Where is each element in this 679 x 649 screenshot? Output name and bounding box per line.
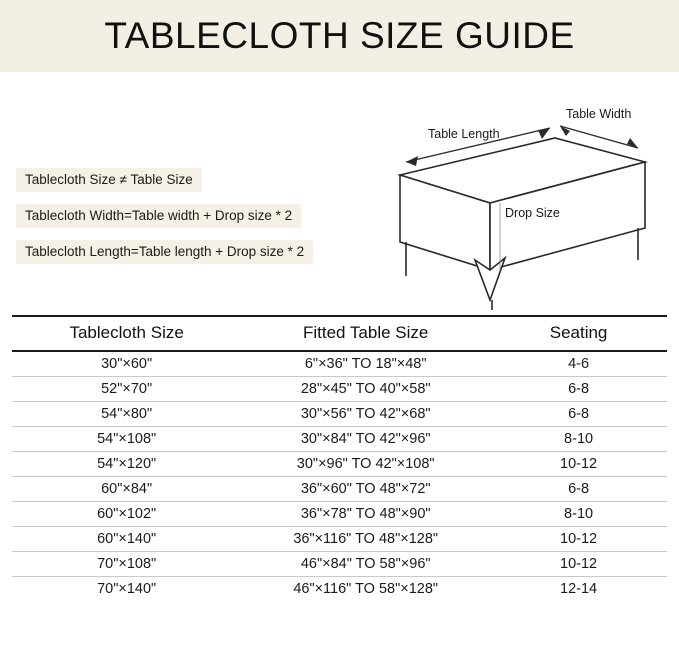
- cell-tablecloth-size: 70"×108": [12, 552, 241, 577]
- table-row: [12, 427, 667, 452]
- cell-fitted-table-size: 46"×116" TO 58"×128": [293, 581, 439, 597]
- cell-tablecloth-size: 60"×140": [12, 527, 241, 552]
- table-row: [12, 402, 667, 427]
- cell-seating: 8-10: [490, 502, 667, 527]
- notes-list: [16, 168, 386, 276]
- note-size-not-equal: Tablecloth Size ≠ Table Size: [16, 168, 202, 192]
- table-header-row: [12, 316, 667, 351]
- cell-fitted-table-size: 30"×84" TO 42"×96": [241, 427, 490, 452]
- column-header-tablecloth-size: Tablecloth Size: [12, 316, 241, 351]
- cell-tablecloth-size: 54"×120": [12, 452, 241, 477]
- cell-tablecloth-size: 30"×60": [12, 351, 241, 377]
- cell-tablecloth-size: 54"×108": [12, 427, 241, 452]
- cell-tablecloth-size: 70"×140": [97, 581, 157, 597]
- cell-seating: 10-12: [490, 527, 667, 552]
- cell-fitted-table-size: 36"×116" TO 48"×128": [241, 527, 490, 552]
- table-header: [12, 316, 667, 351]
- table-row: [12, 502, 667, 527]
- cell-seating: 6-8: [490, 477, 667, 502]
- cell-fitted-table-size: 30"×96" TO 42"×108": [241, 452, 490, 477]
- cell-tablecloth-size: 52"×70": [12, 377, 241, 402]
- cell-tablecloth-size: 60"×84": [12, 477, 241, 502]
- note-line: [16, 168, 386, 204]
- tablecloth-diagram: [370, 100, 670, 310]
- cell-fitted-table-size: 36"×78" TO 48"×90": [241, 502, 490, 527]
- arrow-head-right: [538, 128, 550, 139]
- label-drop-size: Drop Size: [505, 206, 560, 220]
- table-row: [12, 351, 667, 377]
- column-header-seating: Seating: [490, 316, 667, 351]
- cell-seating: 6-8: [490, 402, 667, 427]
- cell-fitted-table-size: 6"×36" TO 18"×48": [241, 351, 490, 377]
- cell-fitted-table-size: 36"×60" TO 48"×72": [241, 477, 490, 502]
- note-line: [16, 240, 386, 276]
- cell-seating: 8-10: [490, 427, 667, 452]
- note-length-formula: Tablecloth Length=Table length + Drop size * 2: [16, 240, 313, 264]
- label-table-width: Table Width: [566, 107, 632, 121]
- cell-fitted-table-size: 30"×56" TO 42"×68": [241, 402, 490, 427]
- table-row: [12, 477, 667, 502]
- cell-tablecloth-size: 60"×102": [12, 502, 241, 527]
- cell-seating: 10-12: [490, 452, 667, 477]
- title-banner: [0, 0, 679, 72]
- cell-fitted-table-size: 46"×84" TO 58"×96": [241, 552, 490, 577]
- table-body: [12, 351, 667, 601]
- table-row: [12, 552, 667, 577]
- label-table-length: Table Length: [428, 127, 500, 141]
- table-row: [12, 377, 667, 402]
- table-row: [12, 577, 667, 602]
- cell-fitted-table-size: 28"×45" TO 40"×58": [241, 377, 490, 402]
- cell-seating: 10-12: [490, 552, 667, 577]
- cell-seating: 4-6: [490, 351, 667, 377]
- table-row: [12, 527, 667, 552]
- cell-seating: 12-14: [560, 581, 598, 597]
- cell-seating: 6-8: [490, 377, 667, 402]
- size-guide-table: [12, 315, 667, 601]
- table-row: [12, 452, 667, 477]
- cell-tablecloth-size: 54"×80": [12, 402, 241, 427]
- column-header-fitted-table-size: Fitted Table Size: [241, 316, 490, 351]
- note-width-formula: Tablecloth Width=Table width + Drop size * 2: [16, 204, 301, 228]
- note-line: [16, 204, 386, 240]
- page-title: TABLECLOTH SIZE GUIDE: [104, 15, 575, 56]
